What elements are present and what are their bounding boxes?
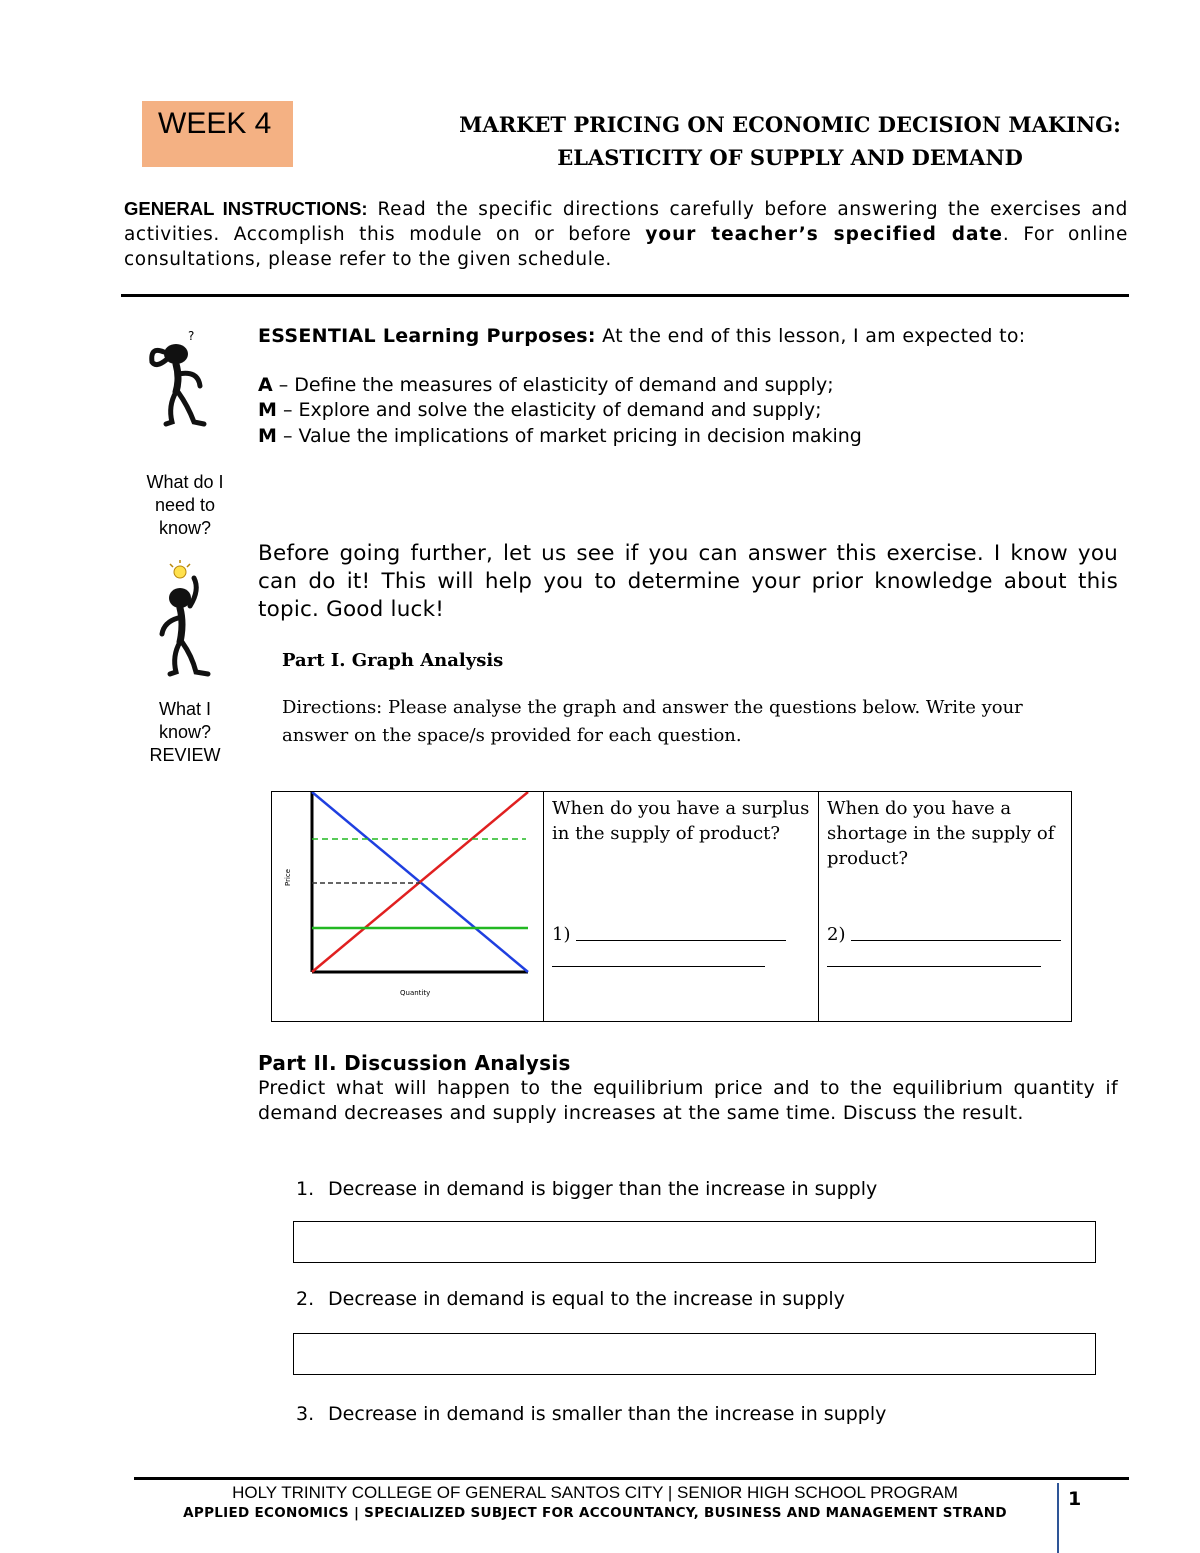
thinking-person-icon	[140, 326, 220, 430]
essential-heading: ESSENTIAL Learning Purposes:	[258, 325, 596, 347]
purpose-text: – Define the measures of elasticity of demand and supply;	[272, 373, 834, 396]
purpose-letter: A	[258, 373, 273, 396]
sidebar-label-what-i-know	[130, 698, 240, 767]
svg-text:?: ?	[188, 329, 195, 343]
purpose-letter: M	[258, 399, 277, 421]
instructions-text-1: Read the specific directions carefully before answering the exercises and activities. Accomplish this module on or before	[124, 199, 1128, 245]
answer-line	[851, 940, 1061, 941]
purpose-text: – Value the implications of market pricing in decision making	[276, 424, 862, 447]
discussion-question	[296, 1178, 877, 1200]
graph-y-label: Price	[284, 868, 292, 886]
part2-prompt: Predict what will happen to the equilibrium price and to the equilibrium quantity if demand decreases and supply increases at the same time. Discuss the result.	[258, 1077, 1118, 1124]
instructions-label: GENERAL INSTRUCTIONS:	[124, 198, 368, 219]
title-line-2: ELASTICITY OF SUPPLY AND DEMAND	[557, 145, 1023, 170]
intro-paragraph: Before going further, let us see if you can answer this exercise. I know you can do it! This will help you to determine your prior knowledge about this topic. Good luck!	[258, 541, 1118, 622]
purpose-text: – Explore and solve the elasticity of demand and supply;	[276, 399, 822, 421]
footer-page-divider	[1057, 1483, 1059, 1553]
footer-subject: APPLIED ECONOMICS | SPECIALIZED SUBJECT FOR ACCOUNTANCY, BUSINESS AND MANAGEMENT STRAND	[183, 1505, 1007, 1521]
instructions-text-2: . For online consultations, please refer to the given schedule.	[124, 224, 1128, 270]
discussion-question	[296, 1288, 845, 1310]
discussion-question	[296, 1403, 886, 1425]
page-title	[440, 108, 1140, 174]
sidebar-label-need-to-know: What do I need to know?	[146, 472, 224, 538]
question-cell-surplus	[543, 791, 819, 1022]
purpose-item	[258, 398, 1138, 424]
answer-box[interactable]	[293, 1221, 1096, 1263]
question-number: 1.	[296, 1178, 315, 1200]
sidebar-label-line: know?	[158, 722, 212, 742]
purpose-item	[258, 424, 1138, 450]
graph-analysis-table	[271, 791, 1072, 1022]
graph-x-label: Quantity	[400, 989, 431, 997]
surplus-question: When do you have a surplus in the supply of product?	[552, 798, 810, 844]
question-number: 3.	[296, 1403, 315, 1425]
graph-cell	[271, 791, 544, 1022]
page-number: 1	[1068, 1488, 1082, 1510]
sidebar-label-line: REVIEW	[149, 745, 221, 765]
essential-heading-rest: At the end of this lesson, I am expected to:	[595, 325, 1026, 347]
answer-line	[576, 940, 786, 941]
purpose-letter: M	[258, 424, 277, 447]
idea-person-icon	[150, 560, 220, 680]
week-badge: WEEK 4	[142, 101, 293, 167]
answer-line	[827, 966, 1041, 967]
part1-title: Part I. Graph Analysis	[282, 650, 504, 671]
answer-number: 2)	[827, 924, 846, 945]
footer-divider	[134, 1477, 1129, 1480]
question-text: Decrease in demand is bigger than the increase in supply	[328, 1178, 878, 1200]
answer-line	[552, 966, 765, 967]
question-cell-shortage	[818, 791, 1072, 1022]
part1-directions: Directions: Please analyse the graph and answer the questions below. Write your answer on the space/s provided for each question.	[282, 697, 1023, 746]
instructions-emphasis: your teacher’s specified date	[645, 224, 1003, 245]
shortage-question: When do you have a shortage in the supply of product?	[827, 798, 1055, 869]
title-line-1: MARKET PRICING ON ECONOMIC DECISION MAKING:	[459, 112, 1121, 137]
question-text: Decrease in demand is smaller than the increase in supply	[328, 1403, 887, 1425]
general-instructions	[124, 196, 1128, 272]
answer-number: 1)	[552, 924, 571, 945]
question-number: 2.	[296, 1288, 315, 1310]
answer-box[interactable]	[293, 1333, 1096, 1375]
section-divider	[121, 294, 1129, 297]
purpose-item	[258, 373, 1138, 399]
footer-school: HOLY TRINITY COLLEGE OF GENERAL SANTOS CITY | SENIOR HIGH SCHOOL PROGRAM	[232, 1483, 958, 1502]
essential-purposes	[258, 324, 1138, 449]
sidebar-label-line: What I	[158, 699, 211, 719]
question-text: Decrease in demand is equal to the increase in supply	[328, 1288, 845, 1310]
supply-demand-graph	[272, 792, 542, 1020]
part2-title: Part II. Discussion Analysis	[258, 1051, 571, 1075]
